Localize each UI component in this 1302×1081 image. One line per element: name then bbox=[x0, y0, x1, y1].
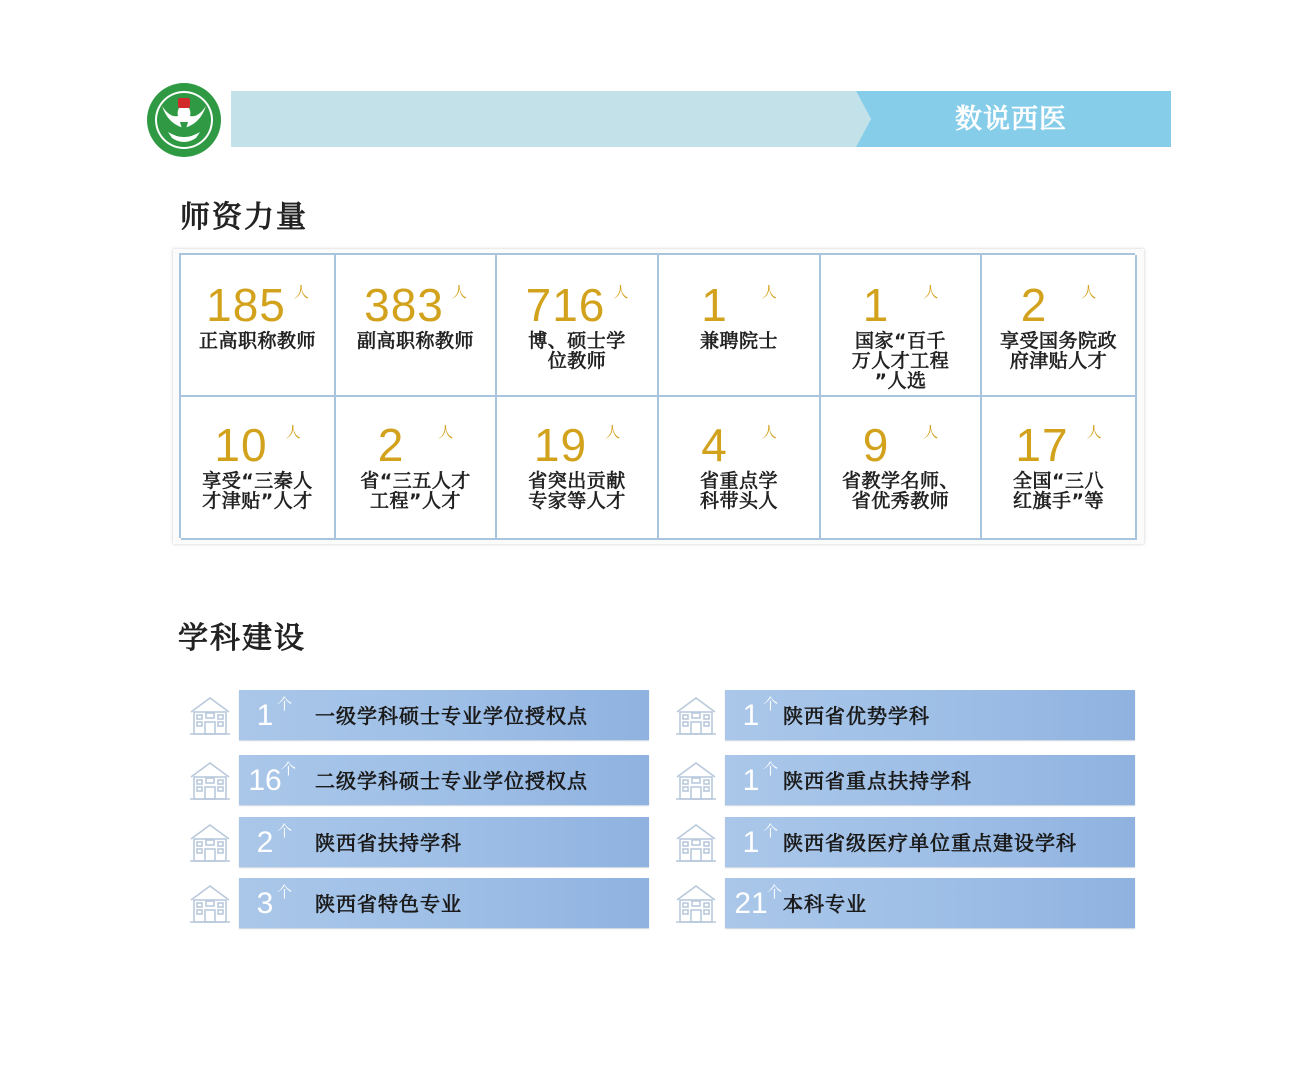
faculty-stat-unit: 人 bbox=[923, 283, 939, 301]
faculty-stat-number-row bbox=[364, 281, 467, 329]
faculty-stat-unit: 人 bbox=[1086, 423, 1102, 441]
discipline-label: 二级学科硕士专业学位授权点 bbox=[315, 769, 588, 793]
faculty-stat-unit: 人 bbox=[761, 423, 777, 441]
discipline-label: 陕西省优势学科 bbox=[783, 704, 930, 728]
faculty-stat-cell bbox=[336, 397, 497, 540]
faculty-stat-number-row bbox=[378, 421, 454, 469]
faculty-stat-label: 省“三五人才 工程”人才 bbox=[360, 470, 471, 512]
faculty-stat-cell bbox=[181, 255, 336, 397]
faculty-stat-unit: 人 bbox=[285, 423, 301, 441]
building-icon bbox=[673, 692, 719, 738]
faculty-stat-number: 1 bbox=[862, 279, 890, 331]
faculty-grid bbox=[179, 253, 1135, 538]
discipline-bar bbox=[239, 878, 649, 928]
discipline-unit: 个 bbox=[281, 760, 297, 778]
faculty-stat-cell bbox=[821, 255, 982, 397]
faculty-stat-cell bbox=[497, 397, 659, 540]
faculty-stat-number: 2 bbox=[1020, 279, 1048, 331]
faculty-stat-unit: 人 bbox=[451, 283, 467, 301]
banner-light-band bbox=[231, 91, 871, 147]
faculty-stat-label: 享受国务院政 府津贴人才 bbox=[999, 330, 1117, 372]
faculty-stat-unit: 人 bbox=[923, 423, 939, 441]
faculty-stat-label: 副高职称教师 bbox=[356, 330, 474, 352]
faculty-stat-number: 383 bbox=[364, 279, 444, 331]
faculty-stat-number-row bbox=[534, 421, 620, 469]
faculty-stat-unit: 人 bbox=[761, 283, 777, 301]
page-title: 数说西医 bbox=[955, 104, 1067, 135]
discipline-count: 1 bbox=[256, 699, 274, 732]
building-icon bbox=[187, 692, 233, 738]
faculty-stat-unit: 人 bbox=[293, 283, 309, 301]
discipline-label: 陕西省特色专业 bbox=[315, 892, 462, 916]
discipline-item bbox=[187, 817, 649, 867]
faculty-stat-number: 10 bbox=[214, 419, 268, 471]
faculty-stat-number-row bbox=[1015, 421, 1101, 469]
faculty-stat-cell bbox=[821, 397, 982, 540]
discipline-count: 16 bbox=[248, 764, 282, 797]
discipline-label: 陕西省扶持学科 bbox=[315, 831, 462, 855]
faculty-stat-label: 享受“三秦人 才津贴”人才 bbox=[202, 470, 313, 512]
faculty-stat-cell bbox=[659, 255, 821, 397]
faculty-stat-label: 省重点学 科带头人 bbox=[699, 470, 778, 512]
faculty-stat-number-row bbox=[863, 421, 939, 469]
faculty-stat-label: 省突出贡献 专家等人才 bbox=[528, 470, 626, 512]
discipline-label: 一级学科硕士专业学位授权点 bbox=[315, 704, 588, 728]
discipline-item bbox=[187, 755, 649, 805]
discipline-bar bbox=[239, 755, 649, 805]
discipline-item bbox=[187, 690, 649, 740]
faculty-stat-label: 全国“三八 红旗手”等 bbox=[1013, 470, 1104, 512]
header-banner bbox=[231, 91, 1171, 147]
discipline-bar bbox=[725, 755, 1135, 805]
discipline-count: 21 bbox=[734, 887, 768, 920]
discipline-unit: 个 bbox=[767, 883, 783, 901]
discipline-bar bbox=[239, 690, 649, 740]
faculty-stat-label: 国家“百千 万人才工程 ”人选 bbox=[851, 330, 950, 392]
faculty-stat-unit: 人 bbox=[438, 423, 454, 441]
faculty-stat-cell bbox=[982, 255, 1137, 397]
faculty-stat-number: 19 bbox=[533, 419, 588, 471]
faculty-stat-number-row bbox=[1021, 281, 1097, 329]
faculty-stat-number-row bbox=[526, 281, 629, 329]
faculty-stat-label: 省教学名师、 省优秀教师 bbox=[841, 470, 959, 512]
faculty-stat-unit: 人 bbox=[605, 423, 621, 441]
discipline-bar bbox=[239, 817, 649, 867]
discipline-unit: 个 bbox=[763, 695, 779, 713]
building-icon bbox=[187, 880, 233, 926]
discipline-item bbox=[187, 878, 649, 928]
discipline-count: 2 bbox=[256, 826, 274, 859]
faculty-stat-number: 17 bbox=[1015, 419, 1069, 471]
discipline-unit: 个 bbox=[277, 695, 293, 713]
discipline-unit: 个 bbox=[763, 760, 779, 778]
discipline-count: 1 bbox=[742, 826, 760, 859]
faculty-stat-number: 2 bbox=[377, 419, 405, 471]
discipline-bar bbox=[725, 817, 1135, 867]
faculty-stat-number: 9 bbox=[862, 419, 890, 471]
faculty-stat-cell bbox=[181, 397, 336, 540]
building-icon bbox=[673, 757, 719, 803]
faculty-stat-number: 4 bbox=[701, 419, 728, 471]
faculty-stat-number-row bbox=[214, 421, 300, 469]
faculty-stat-number: 1 bbox=[701, 279, 728, 331]
discipline-bar bbox=[725, 878, 1135, 928]
university-logo bbox=[146, 82, 222, 158]
discipline-label: 陕西省级医疗单位重点建设学科 bbox=[783, 831, 1077, 855]
building-icon bbox=[673, 880, 719, 926]
discipline-count: 1 bbox=[742, 764, 760, 797]
building-icon bbox=[187, 819, 233, 865]
faculty-stat-number-row bbox=[701, 281, 777, 329]
discipline-unit: 个 bbox=[277, 883, 293, 901]
faculty-stat-label: 兼聘院士 bbox=[699, 330, 778, 352]
faculty-stat-cell bbox=[659, 397, 821, 540]
faculty-stat-number: 185 bbox=[206, 279, 286, 331]
discipline-unit: 个 bbox=[277, 822, 293, 840]
faculty-section-title: 师资力量 bbox=[180, 200, 308, 235]
discipline-item bbox=[673, 817, 1135, 867]
discipline-count: 1 bbox=[742, 699, 760, 732]
faculty-stat-number-row bbox=[863, 281, 939, 329]
discipline-count: 3 bbox=[256, 887, 274, 920]
discipline-item bbox=[673, 690, 1135, 740]
discipline-label: 本科专业 bbox=[783, 892, 867, 916]
faculty-stat-label: 博、硕士学 位教师 bbox=[528, 330, 626, 372]
xi-an-medical-university-seal-icon bbox=[146, 82, 222, 158]
discipline-label: 陕西省重点扶持学科 bbox=[783, 769, 972, 793]
faculty-stat-cell bbox=[336, 255, 497, 397]
discipline-item bbox=[673, 878, 1135, 928]
discipline-bar bbox=[725, 690, 1135, 740]
faculty-stat-cell bbox=[497, 255, 659, 397]
building-icon bbox=[673, 819, 719, 865]
faculty-stat-unit: 人 bbox=[1081, 283, 1097, 301]
faculty-stat-number-row bbox=[206, 281, 309, 329]
discipline-unit: 个 bbox=[763, 822, 779, 840]
faculty-stat-number: 716 bbox=[525, 279, 606, 331]
discipline-item bbox=[673, 755, 1135, 805]
faculty-stat-label: 正高职称教师 bbox=[198, 330, 316, 352]
faculty-stat-cell bbox=[982, 397, 1137, 540]
faculty-stat-number-row bbox=[701, 421, 777, 469]
faculty-stat-unit: 人 bbox=[613, 283, 629, 301]
building-icon bbox=[187, 757, 233, 803]
disciplines-section-title: 学科建设 bbox=[178, 621, 306, 656]
